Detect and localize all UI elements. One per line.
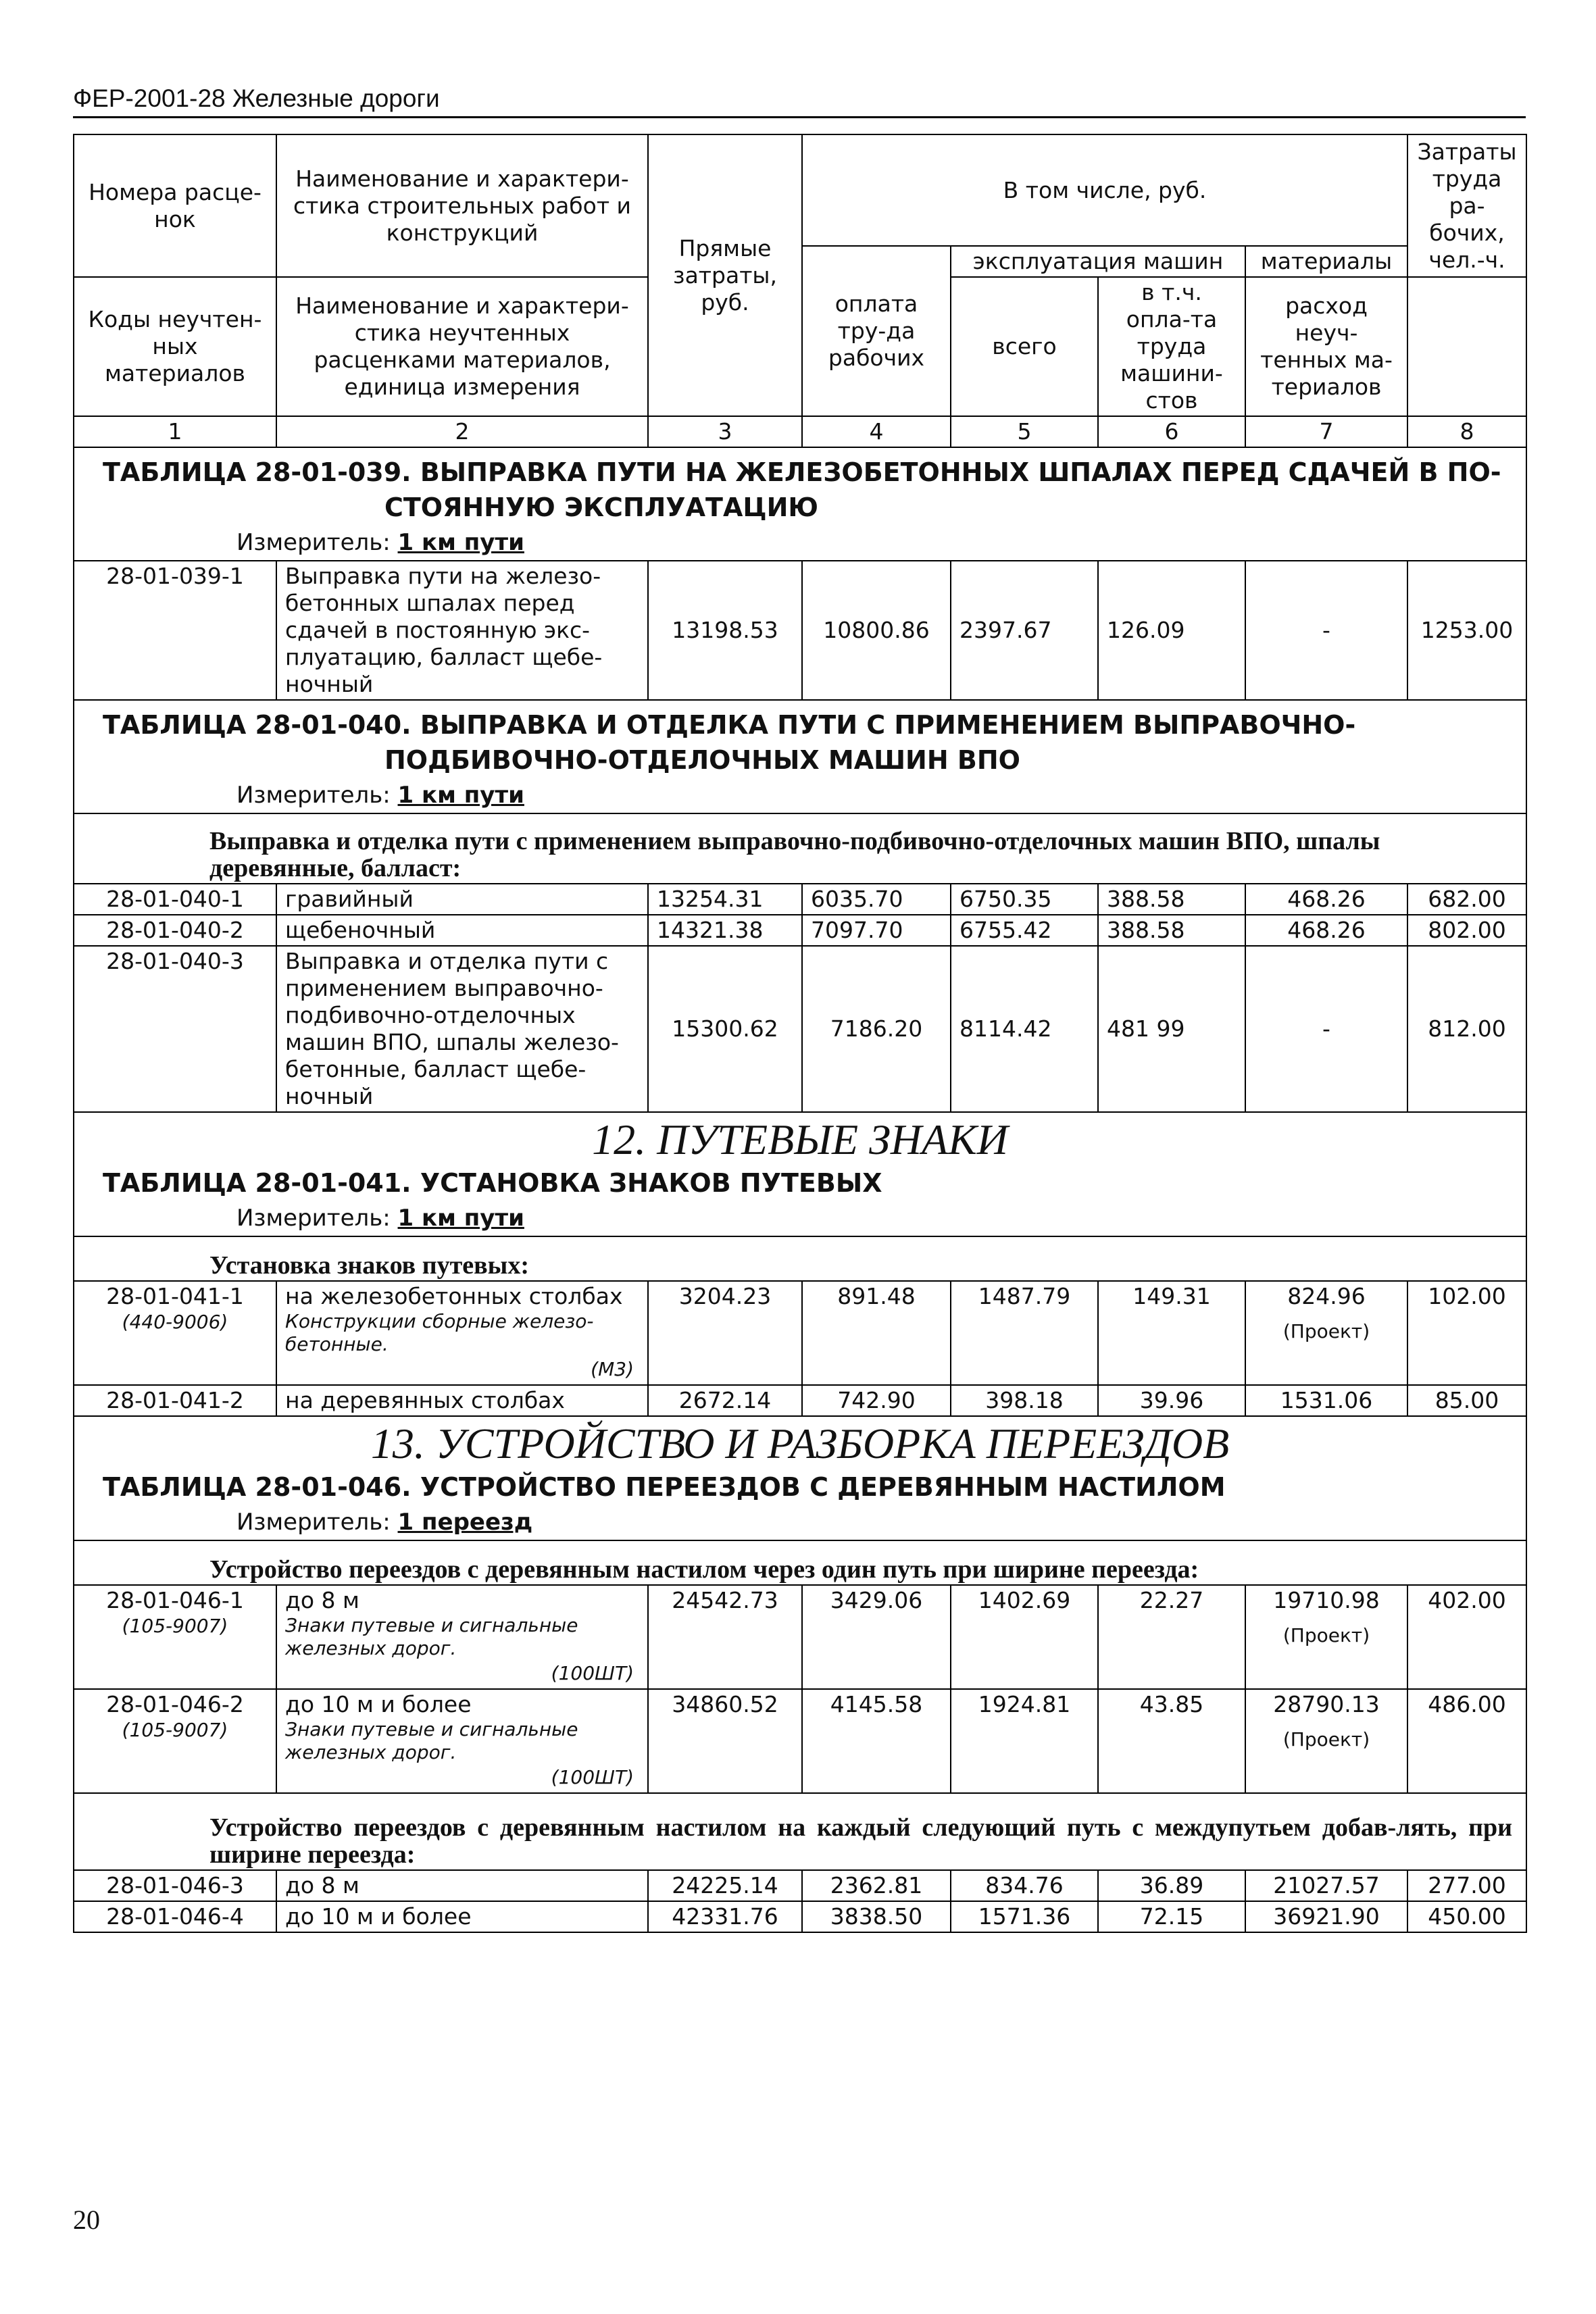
machines-total: 6750.35	[951, 884, 1098, 915]
direct-cost: 42331.76	[648, 1901, 802, 1932]
rate-code: 28-01-040-2	[74, 915, 276, 946]
col6-header: в т.ч. опла-та труда машини-стов	[1098, 277, 1245, 416]
material-name: Конструкции сборные железо-бетонные.	[285, 1310, 594, 1355]
table-row	[74, 561, 1526, 700]
col2-subheader: Наименование и характери-стика неучтенных расценками материалов, единица измерения	[276, 277, 648, 416]
materials: 19710.98	[1273, 1587, 1380, 1613]
materials-header: материалы	[1245, 246, 1407, 277]
col-number: 6	[1098, 416, 1245, 447]
group-heading: Устройство переездов с деревянным настилом через один путь при ширине переезда:	[74, 1540, 1526, 1585]
group-heading: Устройство переездов с деревянным настилом на каждый следующий путь с междупутьем добав-лять, при ширине переезда:	[74, 1793, 1526, 1870]
labor-pay: 891.48	[802, 1281, 951, 1385]
material-unit: (100ШТ)	[551, 1662, 634, 1684]
labor-pay: 6035.70	[802, 884, 951, 915]
labor-cost: 1253.00	[1407, 561, 1526, 700]
machines-total: 1402.69	[951, 1585, 1098, 1689]
labor-pay: 4145.58	[802, 1689, 951, 1793]
direct-cost: 2672.14	[648, 1385, 802, 1416]
page-number: 20	[73, 2205, 100, 2235]
machines-total: 2397.67	[951, 561, 1098, 700]
direct-cost: 24225.14	[648, 1870, 802, 1901]
machines-total: 8114.42	[951, 946, 1098, 1112]
rate-name: гравийный	[276, 884, 648, 915]
rate-code: 28-01-046-4	[74, 1901, 276, 1932]
materials: 824.96	[1287, 1283, 1366, 1309]
table-039-title: ТАБЛИЦА 28-01-039. ВЫПРАВКА ПУТИ НА ЖЕЛЕЗОБЕТОННЫХ ШПАЛАХ ПЕРЕД СДАЧЕЙ В ПО- СТОЯННУЮ ЭКСПЛУАТАЦИЮ	[103, 457, 1501, 522]
rate-name: Выправка и отделка пути с применением выправочно-подбивочно-отделочных машин ВПО, шпалы железо-бетонные, балласт щебе-ночный	[276, 946, 648, 1112]
col8-header: Затраты труда ра-бочих, чел.-ч.	[1407, 134, 1526, 277]
materials: -	[1245, 561, 1407, 700]
materials: 36921.90	[1245, 1901, 1407, 1932]
labor-pay: 742.90	[802, 1385, 951, 1416]
rate-code: 28-01-046-2	[106, 1691, 244, 1717]
table-row	[74, 946, 1526, 1112]
rate-name: щебеночный	[276, 915, 648, 946]
rate-name: до 8 м	[285, 1587, 359, 1613]
labor-pay: 3838.50	[802, 1901, 951, 1932]
table-039-measure: Измеритель: 1 км пути	[236, 529, 524, 556]
table-row	[74, 1901, 1526, 1932]
project-note: (Проект)	[1282, 1728, 1370, 1751]
machinists-pay: 72.15	[1098, 1901, 1245, 1932]
materials: 468.26	[1245, 884, 1407, 915]
labor-pay: 7097.70	[802, 915, 951, 946]
col2-header: Наименование и характери-стика строительных работ и конструкций	[276, 134, 648, 277]
machinists-pay: 22.27	[1098, 1585, 1245, 1689]
machinists-pay: 388.58	[1098, 915, 1245, 946]
direct-cost: 34860.52	[648, 1689, 802, 1793]
table-row	[74, 1870, 1526, 1901]
rate-name: на деревянных столбах	[276, 1385, 648, 1416]
materials: 28790.13	[1273, 1691, 1380, 1717]
col3-header: Прямые затраты, руб.	[648, 134, 802, 416]
machinists-pay: 39.96	[1098, 1385, 1245, 1416]
group-heading: Выправка и отделка пути с применением выправочно-подбивочно-отделочных машин ВПО, шпалы деревянные, балласт:	[74, 813, 1526, 884]
table-row	[74, 884, 1526, 915]
materials: 1531.06	[1245, 1385, 1407, 1416]
col4-header: оплата тру-да рабочих	[802, 246, 951, 416]
material-unit: (М3)	[591, 1358, 634, 1380]
labor-cost: 102.00	[1407, 1281, 1526, 1385]
machinists-pay: 36.89	[1098, 1870, 1245, 1901]
machines-total: 398.18	[951, 1385, 1098, 1416]
labor-cost: 682.00	[1407, 884, 1526, 915]
material-code: (440-9006)	[122, 1311, 228, 1333]
labor-pay: 2362.81	[802, 1870, 951, 1901]
labor-cost: 277.00	[1407, 1870, 1526, 1901]
machinists-pay: 149.31	[1098, 1281, 1245, 1385]
col5-header: всего	[951, 277, 1098, 416]
direct-cost: 24542.73	[648, 1585, 802, 1689]
col-number: 4	[802, 416, 951, 447]
labor-pay: 7186.20	[802, 946, 951, 1112]
material-code: (105-9007)	[122, 1719, 228, 1741]
table-041-title: ТАБЛИЦА 28-01-041. УСТАНОВКА ЗНАКОВ ПУТЕВЫХ	[103, 1168, 882, 1198]
machines-total: 1487.79	[951, 1281, 1098, 1385]
rate-name: на железобетонных столбах	[285, 1283, 623, 1309]
machinists-pay: 43.85	[1098, 1689, 1245, 1793]
labor-cost: 85.00	[1407, 1385, 1526, 1416]
labor-cost: 486.00	[1407, 1689, 1526, 1793]
rate-code: 28-01-046-3	[74, 1870, 276, 1901]
direct-cost: 3204.23	[648, 1281, 802, 1385]
rate-name: до 10 м и более	[285, 1691, 472, 1717]
machines-total: 834.76	[951, 1870, 1098, 1901]
col-number: 7	[1245, 416, 1407, 447]
table-row	[74, 915, 1526, 946]
rate-code: 28-01-040-1	[74, 884, 276, 915]
rate-code: 28-01-041-1	[106, 1283, 244, 1309]
document-header: ФЕР-2001-28 Железные дороги	[73, 82, 1526, 118]
labor-cost: 402.00	[1407, 1585, 1526, 1689]
col-number: 8	[1407, 416, 1526, 447]
direct-cost: 13198.53	[648, 561, 802, 700]
col-number: 5	[951, 416, 1098, 447]
project-note: (Проект)	[1282, 1320, 1370, 1342]
table-row	[74, 1585, 1526, 1689]
project-note: (Проект)	[1282, 1624, 1370, 1646]
rate-name: Выправка пути на железо-бетонных шпалах перед сдачей в постоянную экс-плуатацию, балласт щебе-ночный	[276, 561, 648, 700]
machines-total: 1924.81	[951, 1689, 1098, 1793]
col7-header: расход неуч-тенных ма-териалов	[1245, 277, 1407, 416]
direct-cost: 14321.38	[648, 915, 802, 946]
labor-pay: 3429.06	[802, 1585, 951, 1689]
col-number: 2	[276, 416, 648, 447]
machinists-pay: 481 99	[1098, 946, 1245, 1112]
rate-code: 28-01-040-3	[74, 946, 276, 1112]
labor-pay: 10800.86	[802, 561, 951, 700]
rate-name: до 8 м	[276, 1870, 648, 1901]
machinists-pay: 388.58	[1098, 884, 1245, 915]
table-040-measure: Измеритель: 1 км пути	[236, 782, 524, 809]
machines-total: 1571.36	[951, 1901, 1098, 1932]
col8-empty	[1407, 277, 1526, 416]
table-046-title: ТАБЛИЦА 28-01-046. УСТРОЙСТВО ПЕРЕЕЗДОВ С ДЕРЕВЯННЫМ НАСТИЛОМ	[103, 1472, 1226, 1502]
machines-total: 6755.42	[951, 915, 1098, 946]
materials: 468.26	[1245, 915, 1407, 946]
rate-name: до 10 м и более	[276, 1901, 648, 1932]
col1-subheader: Коды неучтен-ных материалов	[74, 277, 276, 416]
material-name: Знаки путевые и сигнальные железных дорог.	[285, 1718, 578, 1763]
labor-cost: 812.00	[1407, 946, 1526, 1112]
labor-cost: 450.00	[1407, 1901, 1526, 1932]
col-number: 1	[74, 416, 276, 447]
materials: -	[1245, 946, 1407, 1112]
col1-header: Номера расце-нок	[74, 134, 276, 277]
group-heading: Установка знаков путевых:	[74, 1236, 1526, 1281]
material-code: (105-9007)	[122, 1615, 228, 1637]
table-041-measure: Измеритель: 1 км пути	[236, 1205, 524, 1232]
table-046-measure: Измеритель: 1 переезд	[236, 1509, 533, 1536]
table-040-title: ТАБЛИЦА 28-01-040. ВЫПРАВКА И ОТДЕЛКА ПУТИ С ПРИМЕНЕНИЕМ ВЫПРАВОЧНО- ПОДБИВОЧНО-ОТДЕЛОЧНЫХ МАШИН ВПО	[103, 710, 1356, 775]
rate-code: 28-01-046-1	[106, 1587, 244, 1613]
direct-cost: 13254.31	[648, 884, 802, 915]
section-12-title: 12. ПУТЕВЫЕ ЗНАКИ	[592, 1115, 1008, 1163]
table-row	[74, 1689, 1526, 1793]
including-header: В том числе, руб.	[802, 134, 1407, 246]
table-row	[74, 1385, 1526, 1416]
labor-cost: 802.00	[1407, 915, 1526, 946]
machinists-pay: 126.09	[1098, 561, 1245, 700]
rates-table	[73, 134, 1527, 1933]
rate-code: 28-01-039-1	[74, 561, 276, 700]
direct-cost: 15300.62	[648, 946, 802, 1112]
col-number: 3	[648, 416, 802, 447]
material-unit: (100ШТ)	[551, 1766, 634, 1788]
machines-header: эксплуатация машин	[951, 246, 1245, 277]
table-row	[74, 1281, 1526, 1385]
rate-code: 28-01-041-2	[74, 1385, 276, 1416]
materials: 21027.57	[1245, 1870, 1407, 1901]
section-13-title: 13. УСТРОЙСТВО И РАЗБОРКА ПЕРЕЕЗДОВ	[370, 1419, 1230, 1467]
material-name: Знаки путевые и сигнальные железных дорог.	[285, 1614, 578, 1659]
